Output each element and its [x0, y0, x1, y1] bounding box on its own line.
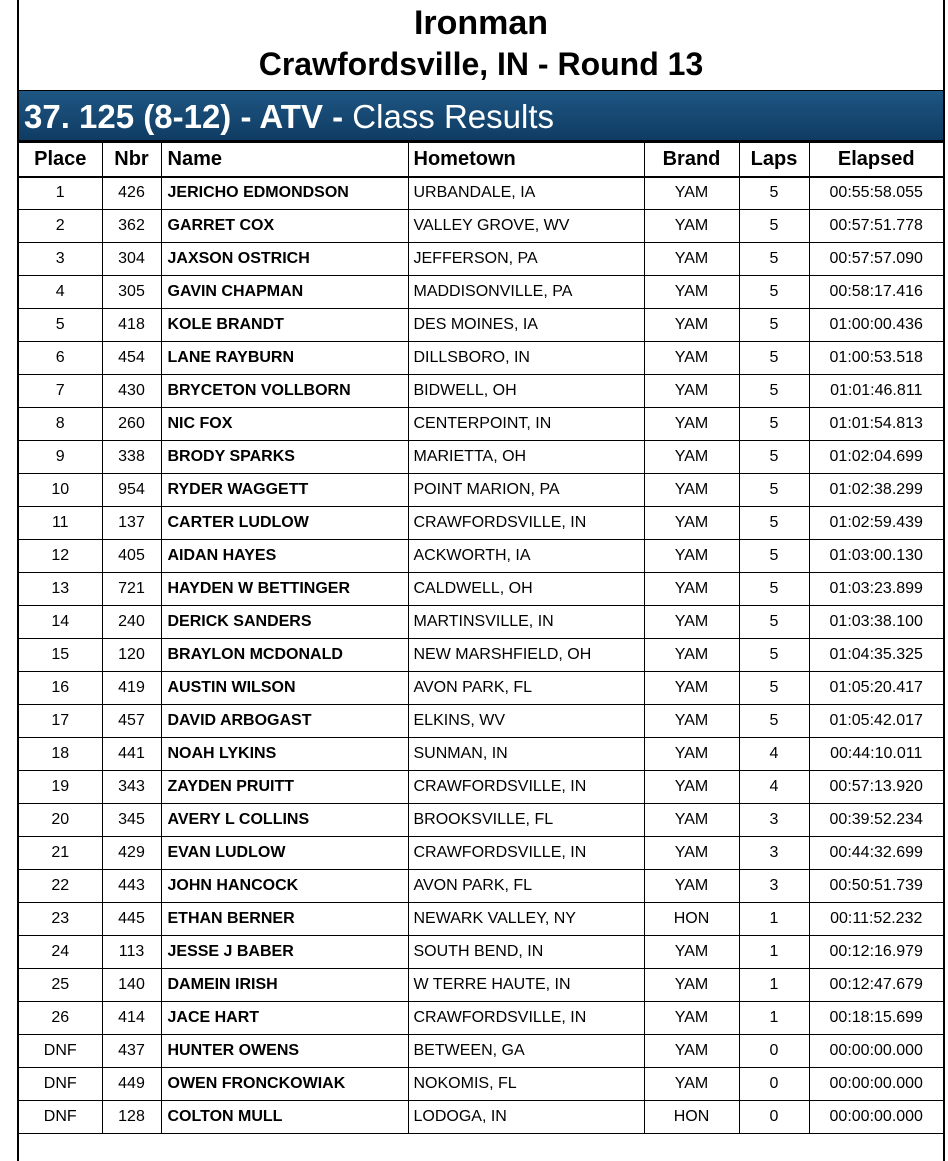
rider-name-cell: AVERY L COLLINS: [161, 804, 408, 837]
class-banner: [19, 90, 943, 142]
elapsed-cell: 00:18:15.699: [809, 1002, 943, 1035]
place-cell: 6: [19, 342, 102, 375]
hometown-cell: JEFFERSON, PA: [408, 243, 644, 276]
table-row: [19, 507, 943, 540]
place-cell: 16: [19, 672, 102, 705]
laps-cell: 5: [739, 309, 809, 342]
laps-cell: 5: [739, 276, 809, 309]
rider-name-cell: LANE RAYBURN: [161, 342, 408, 375]
elapsed-cell: 00:12:16.979: [809, 936, 943, 969]
laps-cell: 5: [739, 210, 809, 243]
hometown-cell: CRAWFORDSVILLE, IN: [408, 507, 644, 540]
rider-name-cell: NOAH LYKINS: [161, 738, 408, 771]
number-cell: 305: [102, 276, 161, 309]
number-cell: 721: [102, 573, 161, 606]
elapsed-cell: 01:02:38.299: [809, 474, 943, 507]
elapsed-cell: 01:03:23.899: [809, 573, 943, 606]
elapsed-cell: 00:55:58.055: [809, 177, 943, 210]
number-cell: 304: [102, 243, 161, 276]
place-cell: 19: [19, 771, 102, 804]
rider-name-cell: OWEN FRONCKOWIAK: [161, 1068, 408, 1101]
laps-cell: 1: [739, 903, 809, 936]
table-row: [19, 342, 943, 375]
table-row: [19, 309, 943, 342]
number-cell: 137: [102, 507, 161, 540]
col-header-nbr: Nbr: [102, 143, 161, 177]
rider-name-cell: NIC FOX: [161, 408, 408, 441]
table-row: [19, 540, 943, 573]
hometown-cell: SUNMAN, IN: [408, 738, 644, 771]
rider-name-cell: KOLE BRANDT: [161, 309, 408, 342]
number-cell: 418: [102, 309, 161, 342]
number-cell: 362: [102, 210, 161, 243]
rider-name-cell: AUSTIN WILSON: [161, 672, 408, 705]
elapsed-cell: 00:57:51.778: [809, 210, 943, 243]
number-cell: 445: [102, 903, 161, 936]
hometown-cell: NEW MARSHFIELD, OH: [408, 639, 644, 672]
laps-cell: 5: [739, 573, 809, 606]
place-cell: 1: [19, 177, 102, 210]
laps-cell: 5: [739, 705, 809, 738]
rider-name-cell: EVAN LUDLOW: [161, 837, 408, 870]
laps-cell: 1: [739, 969, 809, 1002]
number-cell: 260: [102, 408, 161, 441]
elapsed-cell: 00:11:52.232: [809, 903, 943, 936]
brand-cell: YAM: [644, 837, 739, 870]
number-cell: 405: [102, 540, 161, 573]
laps-cell: 5: [739, 177, 809, 210]
hometown-cell: DES MOINES, IA: [408, 309, 644, 342]
brand-cell: YAM: [644, 540, 739, 573]
laps-cell: 5: [739, 441, 809, 474]
elapsed-cell: 01:03:38.100: [809, 606, 943, 639]
table-row: [19, 1101, 943, 1134]
number-cell: 430: [102, 375, 161, 408]
rider-name-cell: ZAYDEN PRUITT: [161, 771, 408, 804]
elapsed-cell: 01:00:00.436: [809, 309, 943, 342]
rider-name-cell: DAMEIN IRISH: [161, 969, 408, 1002]
table-row: [19, 738, 943, 771]
elapsed-cell: 00:12:47.679: [809, 969, 943, 1002]
hometown-cell: CENTERPOINT, IN: [408, 408, 644, 441]
brand-cell: YAM: [644, 210, 739, 243]
place-cell: 26: [19, 1002, 102, 1035]
brand-cell: YAM: [644, 342, 739, 375]
rider-name-cell: COLTON MULL: [161, 1101, 408, 1134]
table-row: [19, 276, 943, 309]
place-cell: 13: [19, 573, 102, 606]
elapsed-cell: 00:00:00.000: [809, 1101, 943, 1134]
brand-cell: YAM: [644, 309, 739, 342]
laps-cell: 5: [739, 375, 809, 408]
brand-cell: YAM: [644, 276, 739, 309]
hometown-cell: AVON PARK, FL: [408, 672, 644, 705]
brand-cell: HON: [644, 903, 739, 936]
place-cell: 8: [19, 408, 102, 441]
elapsed-cell: 01:02:59.439: [809, 507, 943, 540]
place-cell: 7: [19, 375, 102, 408]
table-row: [19, 573, 943, 606]
elapsed-cell: 01:05:42.017: [809, 705, 943, 738]
place-cell: 12: [19, 540, 102, 573]
rider-name-cell: CARTER LUDLOW: [161, 507, 408, 540]
laps-cell: 0: [739, 1068, 809, 1101]
place-cell: 25: [19, 969, 102, 1002]
hometown-cell: ELKINS, WV: [408, 705, 644, 738]
rider-name-cell: GAVIN CHAPMAN: [161, 276, 408, 309]
results-table: [19, 142, 943, 1134]
col-header-hometown: Hometown: [408, 143, 644, 177]
brand-cell: YAM: [644, 408, 739, 441]
laps-cell: 5: [739, 408, 809, 441]
hometown-cell: CRAWFORDSVILLE, IN: [408, 771, 644, 804]
place-cell: DNF: [19, 1101, 102, 1134]
hometown-cell: NOKOMIS, FL: [408, 1068, 644, 1101]
place-cell: 21: [19, 837, 102, 870]
number-cell: 449: [102, 1068, 161, 1101]
table-row: [19, 210, 943, 243]
hometown-cell: BROOKSVILLE, FL: [408, 804, 644, 837]
number-cell: 954: [102, 474, 161, 507]
elapsed-cell: 01:03:00.130: [809, 540, 943, 573]
col-header-name: Name: [161, 143, 408, 177]
table-row: [19, 639, 943, 672]
place-cell: 9: [19, 441, 102, 474]
brand-cell: YAM: [644, 177, 739, 210]
rider-name-cell: BRYCETON VOLLBORN: [161, 375, 408, 408]
brand-cell: HON: [644, 1101, 739, 1134]
hometown-cell: URBANDALE, IA: [408, 177, 644, 210]
class-results-label: Class Results: [352, 98, 555, 135]
table-row: [19, 1035, 943, 1068]
elapsed-cell: 01:02:04.699: [809, 441, 943, 474]
brand-cell: YAM: [644, 474, 739, 507]
hometown-cell: AVON PARK, FL: [408, 870, 644, 903]
number-cell: 441: [102, 738, 161, 771]
number-cell: 419: [102, 672, 161, 705]
hometown-cell: CRAWFORDSVILLE, IN: [408, 837, 644, 870]
brand-cell: YAM: [644, 705, 739, 738]
place-cell: 18: [19, 738, 102, 771]
number-cell: 454: [102, 342, 161, 375]
table-row: [19, 441, 943, 474]
hometown-cell: W TERRE HAUTE, IN: [408, 969, 644, 1002]
laps-cell: 5: [739, 606, 809, 639]
brand-cell: YAM: [644, 243, 739, 276]
laps-cell: 0: [739, 1035, 809, 1068]
laps-cell: 0: [739, 1101, 809, 1134]
place-cell: 23: [19, 903, 102, 936]
brand-cell: YAM: [644, 573, 739, 606]
table-row: [19, 408, 943, 441]
rider-name-cell: DAVID ARBOGAST: [161, 705, 408, 738]
table-header-row: [19, 143, 943, 177]
place-cell: 22: [19, 870, 102, 903]
elapsed-cell: 00:00:00.000: [809, 1035, 943, 1068]
event-title: Ironman: [413, 4, 549, 42]
elapsed-cell: 00:57:57.090: [809, 243, 943, 276]
rider-name-cell: JERICHO EDMONDSON: [161, 177, 408, 210]
elapsed-cell: 01:01:54.813: [809, 408, 943, 441]
brand-cell: YAM: [644, 771, 739, 804]
results-body: [19, 177, 943, 1134]
hometown-cell: NEWARK VALLEY, NY: [408, 903, 644, 936]
rider-name-cell: JOHN HANCOCK: [161, 870, 408, 903]
col-header-place: Place: [19, 143, 102, 177]
laps-cell: 3: [739, 804, 809, 837]
table-row: [19, 375, 943, 408]
table-row: [19, 705, 943, 738]
table-row: [19, 1068, 943, 1101]
laps-cell: 4: [739, 771, 809, 804]
elapsed-cell: 00:44:32.699: [809, 837, 943, 870]
rider-name-cell: JESSE J BABER: [161, 936, 408, 969]
place-cell: 5: [19, 309, 102, 342]
number-cell: 120: [102, 639, 161, 672]
elapsed-cell: 00:00:00.000: [809, 1068, 943, 1101]
number-cell: 128: [102, 1101, 161, 1134]
table-row: [19, 936, 943, 969]
brand-cell: YAM: [644, 375, 739, 408]
rider-name-cell: HUNTER OWENS: [161, 1035, 408, 1068]
brand-cell: YAM: [644, 606, 739, 639]
brand-cell: YAM: [644, 441, 739, 474]
elapsed-cell: 01:01:46.811: [809, 375, 943, 408]
table-row: [19, 672, 943, 705]
laps-cell: 4: [739, 738, 809, 771]
elapsed-cell: 00:50:51.739: [809, 870, 943, 903]
number-cell: 343: [102, 771, 161, 804]
brand-cell: YAM: [644, 1068, 739, 1101]
brand-cell: YAM: [644, 507, 739, 540]
results-page: [17, 0, 945, 1161]
laps-cell: 1: [739, 1002, 809, 1035]
laps-cell: 5: [739, 507, 809, 540]
col-header-elapsed: Elapsed: [809, 143, 943, 177]
number-cell: 437: [102, 1035, 161, 1068]
rider-name-cell: JACE HART: [161, 1002, 408, 1035]
hometown-cell: LODOGA, IN: [408, 1101, 644, 1134]
place-cell: 11: [19, 507, 102, 540]
venue-round-title: Crawfordsville, IN - Round 13: [258, 46, 704, 82]
hometown-cell: ACKWORTH, IA: [408, 540, 644, 573]
rider-name-cell: JAXSON OSTRICH: [161, 243, 408, 276]
class-name: 37. 125 (8-12) - ATV -: [24, 98, 344, 135]
number-cell: 338: [102, 441, 161, 474]
rider-name-cell: RYDER WAGGETT: [161, 474, 408, 507]
brand-cell: YAM: [644, 672, 739, 705]
table-row: [19, 1002, 943, 1035]
table-row: [19, 606, 943, 639]
laps-cell: 3: [739, 870, 809, 903]
elapsed-cell: 01:00:53.518: [809, 342, 943, 375]
brand-cell: YAM: [644, 804, 739, 837]
place-cell: 20: [19, 804, 102, 837]
title-block: [19, 0, 943, 90]
elapsed-cell: 01:04:35.325: [809, 639, 943, 672]
brand-cell: YAM: [644, 639, 739, 672]
number-cell: 140: [102, 969, 161, 1002]
hometown-cell: MARTINSVILLE, IN: [408, 606, 644, 639]
place-cell: 4: [19, 276, 102, 309]
number-cell: 426: [102, 177, 161, 210]
number-cell: 414: [102, 1002, 161, 1035]
elapsed-cell: 00:39:52.234: [809, 804, 943, 837]
number-cell: 240: [102, 606, 161, 639]
hometown-cell: POINT MARION, PA: [408, 474, 644, 507]
brand-cell: YAM: [644, 969, 739, 1002]
laps-cell: 5: [739, 342, 809, 375]
number-cell: 457: [102, 705, 161, 738]
laps-cell: 1: [739, 936, 809, 969]
table-row: [19, 870, 943, 903]
table-row: [19, 177, 943, 210]
rider-name-cell: BRODY SPARKS: [161, 441, 408, 474]
place-cell: 10: [19, 474, 102, 507]
rider-name-cell: ETHAN BERNER: [161, 903, 408, 936]
laps-cell: 5: [739, 243, 809, 276]
place-cell: 15: [19, 639, 102, 672]
place-cell: DNF: [19, 1068, 102, 1101]
hometown-cell: MARIETTA, OH: [408, 441, 644, 474]
laps-cell: 5: [739, 639, 809, 672]
hometown-cell: VALLEY GROVE, WV: [408, 210, 644, 243]
table-row: [19, 837, 943, 870]
place-cell: 24: [19, 936, 102, 969]
rider-name-cell: DERICK SANDERS: [161, 606, 408, 639]
elapsed-cell: 00:44:10.011: [809, 738, 943, 771]
hometown-cell: SOUTH BEND, IN: [408, 936, 644, 969]
table-row: [19, 474, 943, 507]
brand-cell: YAM: [644, 1035, 739, 1068]
hometown-cell: MADDISONVILLE, PA: [408, 276, 644, 309]
laps-cell: 3: [739, 837, 809, 870]
place-cell: DNF: [19, 1035, 102, 1068]
number-cell: 345: [102, 804, 161, 837]
table-row: [19, 243, 943, 276]
place-cell: 14: [19, 606, 102, 639]
table-row: [19, 903, 943, 936]
elapsed-cell: 00:58:17.416: [809, 276, 943, 309]
col-header-brand: Brand: [644, 143, 739, 177]
number-cell: 113: [102, 936, 161, 969]
brand-cell: YAM: [644, 738, 739, 771]
place-cell: 17: [19, 705, 102, 738]
elapsed-cell: 01:05:20.417: [809, 672, 943, 705]
table-row: [19, 969, 943, 1002]
hometown-cell: CRAWFORDSVILLE, IN: [408, 1002, 644, 1035]
rider-name-cell: HAYDEN W BETTINGER: [161, 573, 408, 606]
rider-name-cell: GARRET COX: [161, 210, 408, 243]
hometown-cell: BETWEEN, GA: [408, 1035, 644, 1068]
number-cell: 429: [102, 837, 161, 870]
place-cell: 2: [19, 210, 102, 243]
laps-cell: 5: [739, 540, 809, 573]
laps-cell: 5: [739, 672, 809, 705]
number-cell: 443: [102, 870, 161, 903]
brand-cell: YAM: [644, 1002, 739, 1035]
hometown-cell: CALDWELL, OH: [408, 573, 644, 606]
place-cell: 3: [19, 243, 102, 276]
hometown-cell: BIDWELL, OH: [408, 375, 644, 408]
brand-cell: YAM: [644, 870, 739, 903]
col-header-laps: Laps: [739, 143, 809, 177]
table-row: [19, 804, 943, 837]
rider-name-cell: BRAYLON MCDONALD: [161, 639, 408, 672]
laps-cell: 5: [739, 474, 809, 507]
brand-cell: YAM: [644, 936, 739, 969]
elapsed-cell: 00:57:13.920: [809, 771, 943, 804]
rider-name-cell: AIDAN HAYES: [161, 540, 408, 573]
table-row: [19, 771, 943, 804]
hometown-cell: DILLSBORO, IN: [408, 342, 644, 375]
